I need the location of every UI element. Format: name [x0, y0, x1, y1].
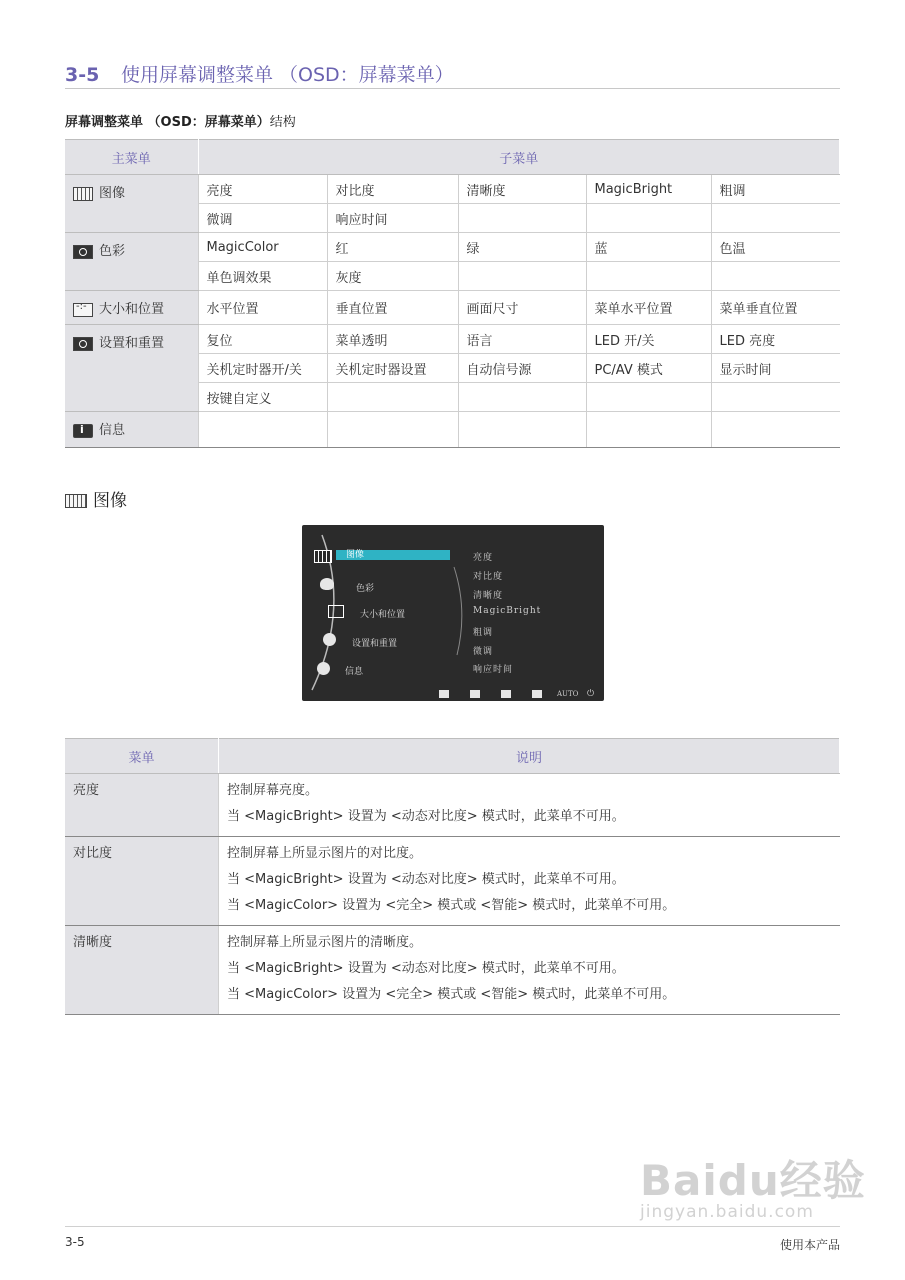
sub-cell: 自动信号源	[458, 354, 586, 383]
page-title: 使用屏幕调整菜单 （OSD：屏幕菜单）	[121, 64, 454, 86]
sub-cell: 菜单透明	[327, 325, 458, 354]
palette-icon	[320, 578, 334, 590]
menu-name: 亮度	[65, 774, 219, 837]
picture-icon	[65, 494, 87, 508]
footer-page-number: 3-5	[65, 1235, 85, 1249]
sub-cell	[711, 262, 840, 291]
main-menu-label: 图像	[99, 186, 126, 201]
sub-cell	[586, 204, 711, 233]
sub-cell: 画面尺寸	[458, 291, 586, 325]
osd-sub-item[interactable]: 粗调	[473, 628, 494, 638]
sub-cell	[711, 383, 840, 412]
sub-cell	[458, 204, 586, 233]
structure-header-row	[65, 140, 840, 175]
sub-cell: 红	[327, 233, 458, 262]
description-line: 控制屏幕上所显示图片的清晰度。	[227, 935, 423, 950]
picture-icon	[314, 550, 332, 563]
osd-item-size-position[interactable]: 大小和位置	[360, 610, 406, 620]
sub-cell: MagicBright	[586, 175, 711, 204]
section-number: 3-5	[65, 64, 100, 86]
sub-cell: 亮度	[198, 175, 327, 204]
sub-cell	[586, 262, 711, 291]
palette-icon	[73, 245, 93, 259]
picture-icon	[73, 187, 93, 201]
description-line: 当 <MagicColor> 设置为 <完全> 模式或 <智能> 模式时，此菜单不可用。	[227, 898, 676, 913]
sub-cell: 关机定时器设置	[327, 354, 458, 383]
sub-cell	[458, 412, 586, 448]
main-menu-label: 大小和位置	[99, 302, 165, 317]
sub-cell: 关机定时器开/关	[198, 354, 327, 383]
sub-cell: PC/AV 模式	[586, 354, 711, 383]
up-arrow-icon[interactable]	[501, 690, 511, 698]
table-row	[65, 325, 840, 354]
info-icon	[73, 424, 93, 438]
baidu-watermark	[640, 1148, 866, 1222]
sub-cell: 菜单水平位置	[586, 291, 711, 325]
page-heading	[65, 60, 840, 89]
osd-sub-item[interactable]: 响应时间	[473, 665, 514, 675]
section-heading	[65, 486, 127, 511]
main-menu-label: 色彩	[99, 244, 126, 259]
menu-description	[219, 837, 840, 926]
menu-name: 清晰度	[65, 926, 219, 1015]
table-row	[65, 926, 840, 1015]
close-icon[interactable]	[439, 690, 449, 698]
main-menu-label: 设置和重置	[99, 336, 165, 351]
description-line: 当 <MagicColor> 设置为 <完全> 模式或 <智能> 模式时，此菜单不可用。	[227, 987, 676, 1002]
osd-sub-item[interactable]: 清晰度	[473, 591, 504, 601]
description-table	[65, 738, 840, 1015]
osd-item-picture[interactable]: 图像	[336, 550, 450, 560]
sub-cell: LED 亮度	[711, 325, 840, 354]
sub-cell: 语言	[458, 325, 586, 354]
description-line: 控制屏幕亮度。	[227, 783, 319, 798]
header-menu: 菜单	[65, 739, 219, 774]
sub-cell: 垂直位置	[327, 291, 458, 325]
sub-cell	[458, 383, 586, 412]
sub-cell: 单色调效果	[198, 262, 327, 291]
osd-sub-item[interactable]: MagicBright	[473, 606, 542, 616]
sub-cell: 微调	[198, 204, 327, 233]
sub-cell: 蓝	[586, 233, 711, 262]
sub-cell	[711, 412, 840, 448]
menu-name: 对比度	[65, 837, 219, 926]
watermark-logo: Baidu经验	[640, 1156, 866, 1205]
right-arrow-icon[interactable]	[532, 690, 542, 698]
gear-icon	[323, 633, 336, 646]
menu-description	[219, 774, 840, 837]
sub-cell: 粗调	[711, 175, 840, 204]
down-arrow-icon[interactable]	[470, 690, 480, 698]
header-sub-menu: 子菜单	[198, 140, 840, 175]
subtitle-bold: 屏幕调整菜单 （OSD：屏幕菜单）	[65, 115, 270, 130]
menu-description	[219, 926, 840, 1015]
header-main-menu: 主菜单	[65, 140, 198, 175]
sub-cell: 色温	[711, 233, 840, 262]
sub-cell	[327, 383, 458, 412]
osd-button-bar	[437, 690, 597, 700]
main-menu-setup-reset	[65, 325, 198, 412]
main-menu-picture	[65, 175, 198, 233]
osd-sub-item[interactable]: 微调	[473, 647, 494, 657]
info-icon	[317, 662, 330, 675]
sub-cell: 对比度	[327, 175, 458, 204]
sub-cell	[586, 412, 711, 448]
sub-cell: 显示时间	[711, 354, 840, 383]
sub-cell: 复位	[198, 325, 327, 354]
osd-sub-item[interactable]: 对比度	[473, 572, 504, 582]
subtitle-rest: 结构	[269, 115, 296, 130]
main-menu-color	[65, 233, 198, 291]
osd-item-information[interactable]: 信息	[345, 667, 364, 677]
footer-chapter: 使用本产品	[779, 1238, 840, 1252]
sub-cell	[586, 383, 711, 412]
sub-cell: 绿	[458, 233, 586, 262]
sub-cell: 灰度	[327, 262, 458, 291]
header-description: 说明	[219, 739, 840, 774]
structure-subtitle	[65, 111, 296, 130]
sub-cell: 水平位置	[198, 291, 327, 325]
description-line: 当 <MagicBright> 设置为 <动态对比度> 模式时，此菜单不可用。	[227, 961, 625, 976]
sub-cell: 按键自定义	[198, 383, 327, 412]
sub-cell	[327, 412, 458, 448]
sub-cell: 清晰度	[458, 175, 586, 204]
table-row	[65, 233, 840, 262]
osd-screenshot	[302, 525, 604, 701]
size-position-icon	[73, 303, 93, 317]
table-row	[65, 175, 840, 204]
main-menu-information	[65, 412, 198, 448]
footer-divider	[65, 1226, 840, 1227]
size-position-icon	[328, 605, 344, 618]
table-row	[65, 412, 840, 448]
sub-cell: LED 开/关	[586, 325, 711, 354]
sub-cell: 响应时间	[327, 204, 458, 233]
sub-cell	[458, 262, 586, 291]
table-row	[65, 291, 840, 325]
description-line: 控制屏幕上所显示图片的对比度。	[227, 846, 423, 861]
description-header-row	[65, 739, 840, 774]
sub-cell	[198, 412, 327, 448]
table-row	[65, 774, 840, 837]
osd-sub-item[interactable]: 亮度	[473, 553, 494, 563]
power-icon[interactable]: ⏻	[587, 689, 595, 699]
description-line: 当 <MagicBright> 设置为 <动态对比度> 模式时，此菜单不可用。	[227, 809, 625, 824]
section-title: 图像	[93, 491, 127, 511]
description-line: 当 <MagicBright> 设置为 <动态对比度> 模式时，此菜单不可用。	[227, 872, 625, 887]
watermark-url: jingyan.baidu.com	[640, 1202, 814, 1222]
table-row	[65, 837, 840, 926]
auto-label[interactable]: AUTO	[557, 690, 579, 698]
osd-item-setup-reset[interactable]: 设置和重置	[352, 639, 398, 649]
main-menu-label: 信息	[99, 423, 126, 438]
menu-structure-table	[65, 139, 840, 448]
sub-cell: MagicColor	[198, 233, 327, 262]
sub-cell: 菜单垂直位置	[711, 291, 840, 325]
osd-item-color[interactable]: 色彩	[356, 584, 375, 594]
main-menu-size-position	[65, 291, 198, 325]
sub-cell	[711, 204, 840, 233]
gear-icon	[73, 337, 93, 351]
